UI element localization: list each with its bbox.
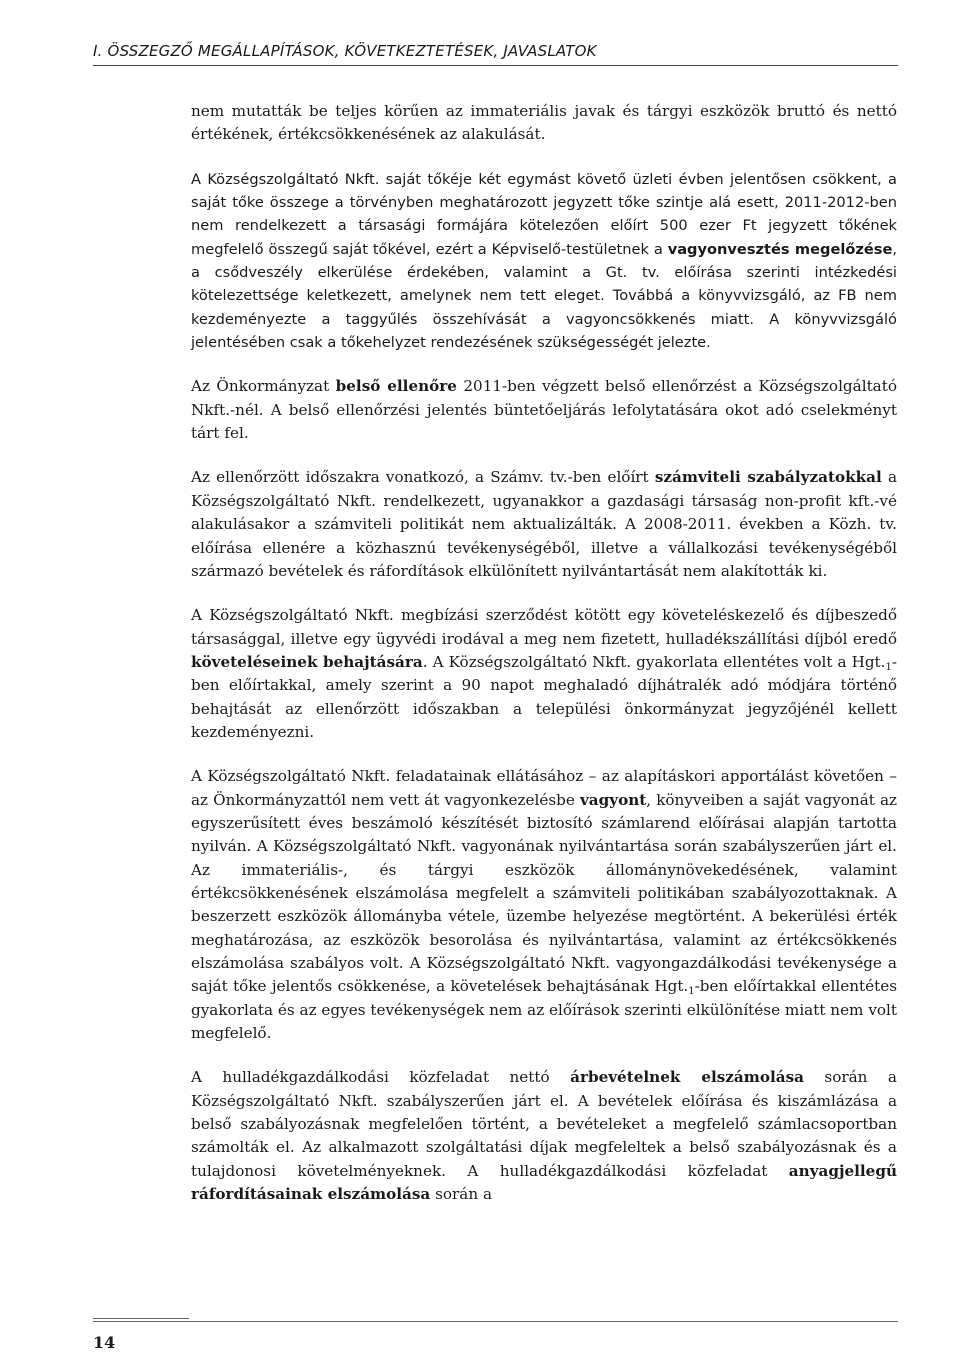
- bold-term: belső ellenőre: [335, 377, 457, 396]
- text: . A Községszolgáltató Nkft. gyakorlata ellentétes volt a Hgt.: [422, 652, 886, 671]
- running-header: I. ÖSSZEGZŐ MEGÁLLAPÍTÁSOK, KÖVETKEZTETÉSEK, JAVASLATOK: [93, 42, 898, 66]
- bold-term: követeléseinek behajtására: [191, 652, 423, 671]
- bold-term: számviteli szabályzatokkal: [654, 468, 882, 487]
- subscript: 1: [885, 661, 892, 673]
- subscript: 1: [688, 986, 695, 998]
- footer-rule: [93, 1321, 898, 1322]
- text: 2011-ben végzett belső ellenőrzést a Községszolgáltató Nkft.-nél. A belső ellenőrzési jelentés büntetőeljárás lefolytatására okot adó cselekményt tárt fel.: [191, 377, 897, 443]
- paragraph-2: [191, 168, 897, 355]
- paragraph-6: [191, 765, 897, 1045]
- paragraph-3: [191, 375, 897, 445]
- text: Az ellenőrzött időszakra vonatkozó, a Számv. tv.-ben előírt: [191, 468, 655, 487]
- bold-term: vagyonvesztés megelőzése: [667, 240, 893, 258]
- paragraph-1: [191, 100, 897, 147]
- paragraph-4: [191, 466, 897, 583]
- page-body: [191, 100, 897, 1227]
- paragraph-5: [191, 604, 897, 744]
- paragraph-7: [191, 1066, 897, 1206]
- text: során a Községszolgáltató Nkft. szabályszerűen járt el. A bevételek előírása és kiszámlázása a belső szabályozásnak megfelelően történt, a bevételeket a megfelelő számlacsoportban számolták el. Az alkalmazott szolgáltatási díjak megfeleltek a belső szabályozásnak és a tulajdonosi követelményeknek. A hulladékgazdálkodási közfeladat: [191, 1068, 897, 1180]
- text: nem mutatták be teljes körűen az immateriális javak és tárgyi eszközök bruttó és nettó értékének, értékcsökkenésének az alakulását.: [191, 102, 897, 144]
- bold-term: vagyont: [579, 790, 647, 809]
- text: -ben előírtakkal ellentétes gyakorlata és az egyes tevékenységek nem az előírások szerinti elkülönítése miatt nem volt megfelelő.: [191, 977, 897, 1043]
- text: során a: [430, 1185, 493, 1204]
- text: -ben előírtakkal, amely szerint a 90 napot meghaladó díjhátralék adó módjára történő behajtását az ellenőrzött időszakban a települési önkormányzat jegyzőjénél kellett kezdeményezni.: [191, 652, 897, 741]
- text: A hulladékgazdálkodási közfeladat nettó: [191, 1068, 571, 1087]
- bold-term: árbevételnek elszámolása: [570, 1068, 804, 1087]
- text: , könyveiben a saját vagyonát az egyszerűsített éves beszámoló készítését biztosító számlarend előírásai alapján tartotta nyilván. A Községszolgáltató Nkft. vagyonának nyilvántartása során szabályszerűen járt el. Az immateriális-, és tárgyi eszközök állománynövekedésének, valamint értékcsökkenésének elszámolása megfelelt a számviteli politikában szabályozottaknak. A beszerzett eszközök állományba vétele, üzembe helyezése megtörtént. A bekerülési érték meghatározása, az eszközök besorolása és nyilvántartása, valamint az értékcsökkenés elszámolása szabályos volt. A Községszolgáltató Nkft. vagyongazdálkodási tevékenysége a saját tőke jelentős csökkenése, a követelések behajtásának Hgt.: [191, 790, 898, 996]
- text: A Községszolgáltató Nkft. megbízási szerződést kötött egy követeléskezelő és díjbeszedő társasággal, illetve egy ügyvédi irodával a meg nem fizetett, hulladékszállítási díjból eredő: [191, 606, 897, 648]
- text: A Községszolgáltató Nkft. feladatainak ellátásához – az alapításkori apportálást követően – az Önkormányzattól nem vett át vagyonkezelésbe: [191, 767, 897, 809]
- text: Az Önkormányzat: [191, 377, 336, 396]
- text: A Községszolgáltató Nkft. saját tőkéje két egymást követő üzleti évben jelentősen csökkent, a saját tőke összege a törvényben meghatározott jegyzett tőke szintje alá esett, 2011-2012-ben nem rendelkezett a társasági formájára kötelezően előírt 500 ezer Ft jegyzett tőkének megfelelő összegű saját tőkével, ezért a Képviselő-testületnek a: [191, 170, 897, 258]
- bold-term: anyagjellegű ráfordításainak elszámolása: [191, 1161, 897, 1204]
- page-number: 14: [93, 1333, 116, 1352]
- text: , a csődveszély elkerülése érdekében, valamint a Gt. tv. előírása szerinti intézkedési kötelezettsége keletkezett, amelynek nem tett eleget. Továbbá a könyvvizsgáló, az FB nem kezdeményezte a taggyűlés összehívását a vagyoncsökkenés miatt. A könyvvizsgáló jelentésében csak a tőkehelyzet rendezésének szükségességét jelezte.: [191, 240, 898, 352]
- footer-rule-short: [93, 1318, 189, 1319]
- text: a Községszolgáltató Nkft. rendelkezett, ugyanakkor a gazdasági társaság non-profit kft.-vé alakulásakor a számviteli politikát nem aktualizálták. A 2008-2011. években a Közh. tv. előírása ellenére a közhasznú tevékenységéből, illetve a vállalkozási tevékenységéből származó bevételek és ráfordítások elkülönített nyilvántartását nem alakították ki.: [191, 468, 897, 580]
